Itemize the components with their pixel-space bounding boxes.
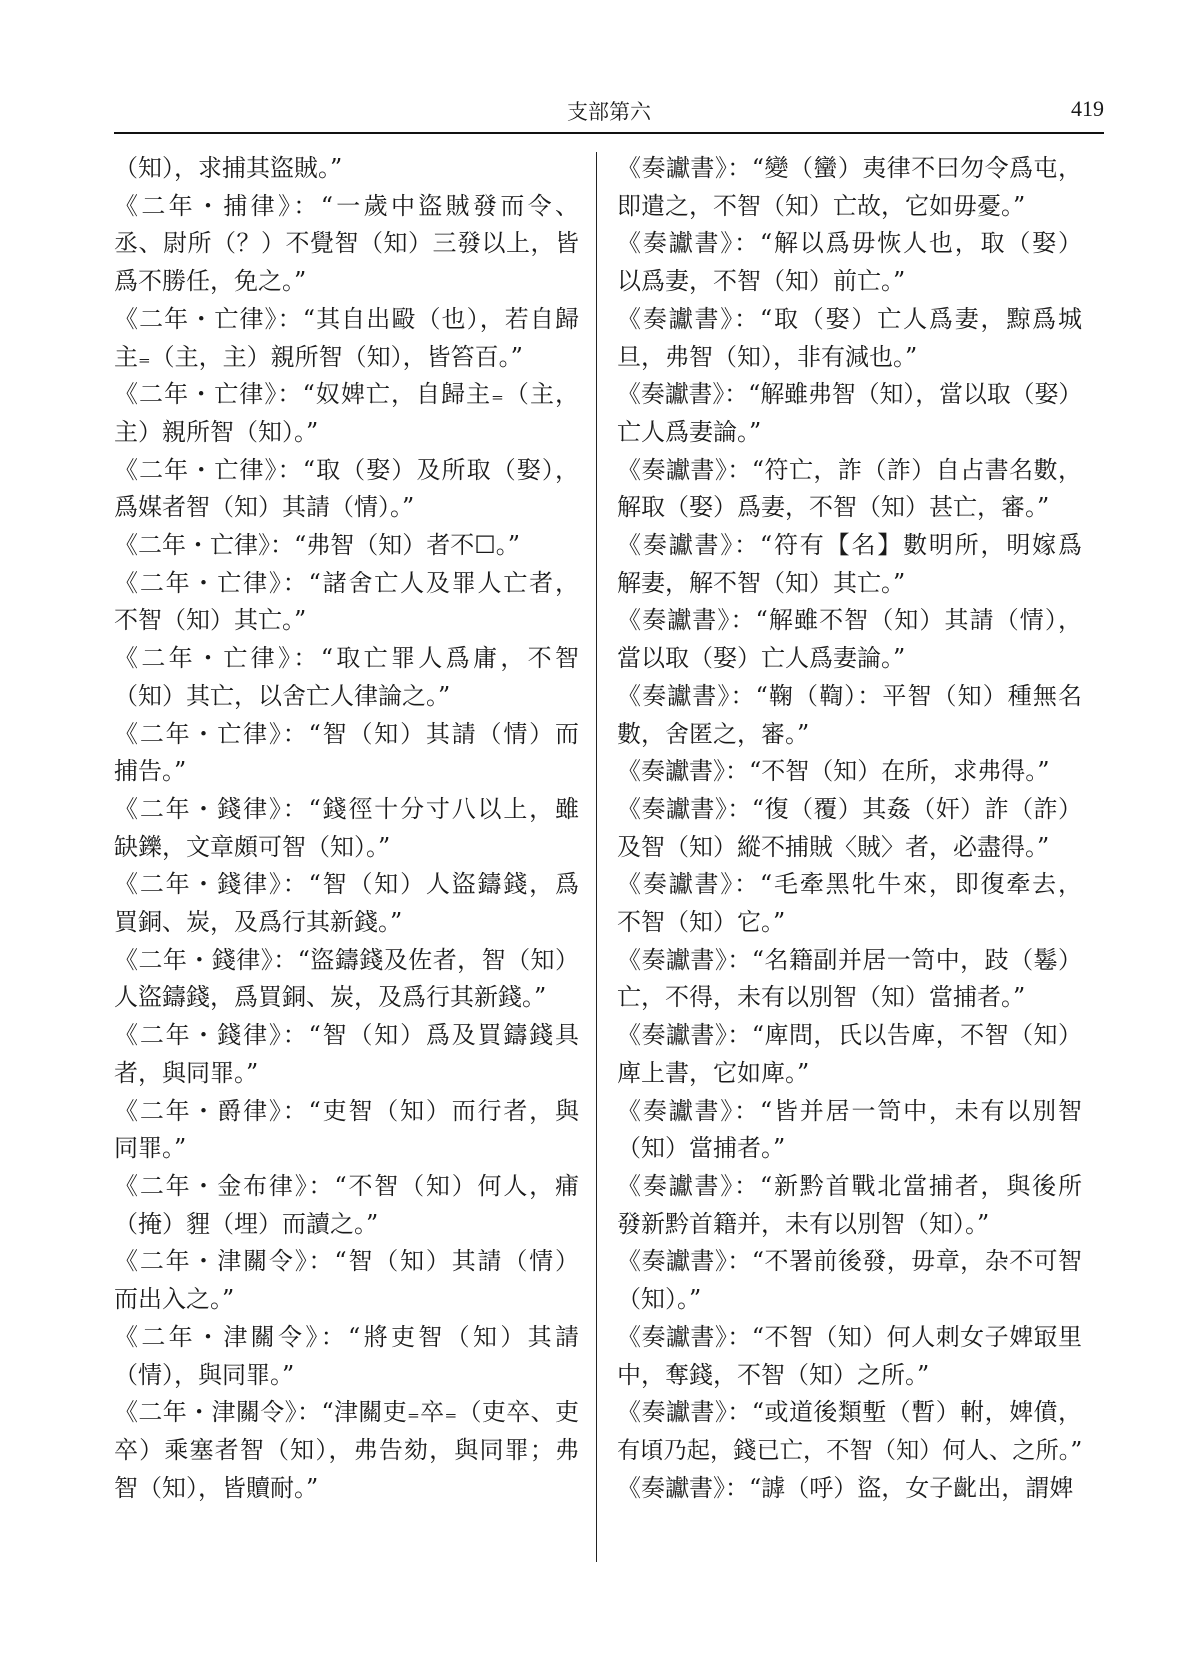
- text-line: 《二年・亡律》：“諸舍亡人及罪人亡者，: [114, 568, 579, 597]
- text-line: 者，與同罪。”: [114, 1058, 259, 1087]
- text-line: （情），與同罪。”: [114, 1360, 295, 1389]
- text-line: 《二年・爵律》：“吏智（知）而行者，與: [114, 1096, 579, 1125]
- text-line: 《二年・金布律》：“不智（知）何人，痡: [114, 1171, 579, 1200]
- text-line: 《奏讞書》：“謼（呼）盜，女子齔出，謂婢: [617, 1473, 1074, 1502]
- text-line: 《二年・津關令》：“智（知）其請（情）: [114, 1247, 579, 1276]
- text-line: 亡，不得，未有以別智（知）當捕者。”: [617, 983, 1026, 1012]
- text-line: 人盜鑄錢，爲買銅、炭，及爲行其新錢。”: [114, 983, 547, 1012]
- text-line: 數，舍匿之，審。”: [617, 719, 810, 748]
- text-line: 《奏讞書》：“鞠（鞫）：平智（知）種無名: [617, 681, 1082, 710]
- text-line: 《二年・錢律》：“智（知）爲及買鑄錢具: [114, 1021, 579, 1050]
- text-line: 丞、尉所（？）不覺智（知）三發以上，皆: [114, 229, 579, 258]
- page-header: [114, 92, 1104, 134]
- text-line: 主₌（主，主）親所智（知），皆笞百。”: [114, 342, 523, 371]
- left-column: [114, 150, 579, 1507]
- text-line: 《奏讞書》：“解雖不智（知）其請（情），: [617, 606, 1082, 635]
- text-line: 智（知），皆贖耐。”: [114, 1473, 319, 1502]
- text-line: 《奏讞書》：“不署前後發，毋章，杂不可智: [617, 1247, 1082, 1276]
- text-line: 《奏讞書》：“毛牽黑牝牛來，即復牽去，: [617, 870, 1082, 899]
- text-line: 卒）乘塞者智（知），弗告劾，與同罪；弗: [114, 1435, 579, 1464]
- text-line: 中，奪錢，不智（知）之所。”: [617, 1360, 930, 1389]
- text-line: 庳上書，它如庳。”: [617, 1058, 810, 1087]
- text-line: 《二年・津關令》：“將吏智（知）其請: [114, 1322, 579, 1351]
- text-line: 《二年・亡律》：“弗智（知）者不☐。”: [114, 531, 521, 560]
- text-line: 《奏讞書》：“新黔首戰北當捕者，與後所: [617, 1171, 1082, 1200]
- text-line: 《奏讞書》：“復（覆）其姦（奸）詐（詐）: [617, 794, 1082, 823]
- text-line: 解取（娶）爲妻，不智（知）甚亡，審。”: [617, 493, 1050, 522]
- text-line: 有頃乃起，錢已亡，不智（知）何人、之所。”: [617, 1436, 1083, 1464]
- text-line: （知）其亡，以舍亡人律論之。”: [114, 681, 451, 710]
- text-line: 爲媒者智（知）其請（情）。”: [114, 493, 415, 522]
- page-number: 419: [1071, 96, 1104, 121]
- text-line: 《奏讞書》：“不智（知）在所，求弗得。”: [617, 757, 1050, 786]
- text-line: 《奏讞書》：“解以爲毋恢人也，取（娶）: [617, 229, 1082, 258]
- text-line: 《二年・錢律》：“智（知）人盜鑄錢，爲: [114, 870, 579, 899]
- text-line: 同罪。”: [114, 1134, 187, 1163]
- text-line: 《奏讞書》：“取（娶）亡人爲妻，黥爲城: [617, 304, 1082, 333]
- text-line: 《奏讞書》：“或道後類塹（暫）軵，婢僨，: [617, 1398, 1082, 1427]
- text-line: 捕告。”: [114, 757, 187, 786]
- text-line: 《二年・錢律》：“盜鑄錢及佐者，智（知）: [114, 945, 579, 974]
- text-line: 亡人爲妻論。”: [617, 417, 762, 446]
- text-line: 以爲妻，不智（知）前亡。”: [617, 267, 906, 296]
- text-line: 《二年・亡律》：“其自出毆（也），若自歸: [114, 304, 579, 333]
- text-line: 《二年・津關令》：“津關吏₌卒₌（吏卒、吏: [114, 1398, 579, 1427]
- text-line: 即遣之，不智（知）亡故，它如毋憂。”: [617, 191, 1026, 220]
- text-line: 《奏讞書》：“變（蠻）夷律不曰勿令爲屯，: [617, 154, 1082, 182]
- text-line: 《奏讞書》：“解雖弗智（知），當以取（娶）: [617, 380, 1083, 409]
- text-line: 當以取（娶）亡人爲妻論。”: [617, 644, 906, 673]
- text-line: 缺鑠，文章頗可智（知）。”: [114, 832, 391, 861]
- text-line: （知），求捕其盜賊。”: [114, 154, 343, 182]
- right-column: [617, 150, 1082, 1507]
- text-line: 《二年・亡律》：“取（娶）及所取（娶），: [114, 455, 579, 484]
- running-title: 支部第六: [567, 100, 651, 124]
- text-line: 《二年・亡律》：“取亡罪人爲庸，不智: [114, 644, 579, 673]
- text-line: 主）親所智（知）。”: [114, 417, 319, 446]
- text-line: （掩）貍（埋）而讀之。”: [114, 1209, 379, 1238]
- header-rule: [114, 132, 1104, 134]
- text-line: 《二年・亡律》：“奴婢亡，自歸主₌（主，: [114, 380, 579, 409]
- text-line: （知）當捕者。”: [617, 1134, 786, 1163]
- text-line: 《二年・捕律》：“一歲中盜賊發而令、: [114, 191, 579, 220]
- text-line: 《奏讞書》：“庳問，氏以告庳，不智（知）: [617, 1021, 1082, 1050]
- text-line: 《奏讞書》：“名籍副并居一笥中，跂（鬈）: [617, 945, 1082, 974]
- text-line: 不智（知）其亡。”: [114, 606, 307, 635]
- text-line: （知）。”: [617, 1285, 702, 1314]
- text-line: 《奏讞書》：“皆并居一笥中，未有以別智: [617, 1096, 1082, 1125]
- text-line: 爲不勝任，免之。”: [114, 267, 307, 296]
- text-line: 及智（知）縱不捕賊〈賊〉者，必盡得。”: [617, 832, 1050, 861]
- column-divider: [596, 152, 597, 1562]
- text-line: 《奏讞書》：“符有【名】數明所，明嫁爲: [617, 531, 1082, 560]
- text-line: 《二年・亡律》：“智（知）其請（情）而: [114, 719, 579, 748]
- text-line: 解妻，解不智（知）其亡。”: [617, 568, 906, 597]
- text-line: 而出入之。”: [114, 1285, 235, 1314]
- text-line: 《奏讞書》：“不智（知）何人刺女子婢冣里: [617, 1322, 1082, 1351]
- text-line: 買銅、炭，及爲行其新錢。”: [114, 908, 403, 937]
- text-line: 發新黔首籍并，未有以別智（知）。”: [617, 1209, 990, 1238]
- text-line: 《奏讞書》：“符亡，詐（詐）自占書名數，: [617, 455, 1082, 484]
- text-line: 《二年・錢律》：“錢徑十分寸八以上，雖: [114, 794, 579, 823]
- text-line: 不智（知）它。”: [617, 908, 786, 937]
- text-line: 旦，弗智（知），非有減也。”: [617, 342, 918, 371]
